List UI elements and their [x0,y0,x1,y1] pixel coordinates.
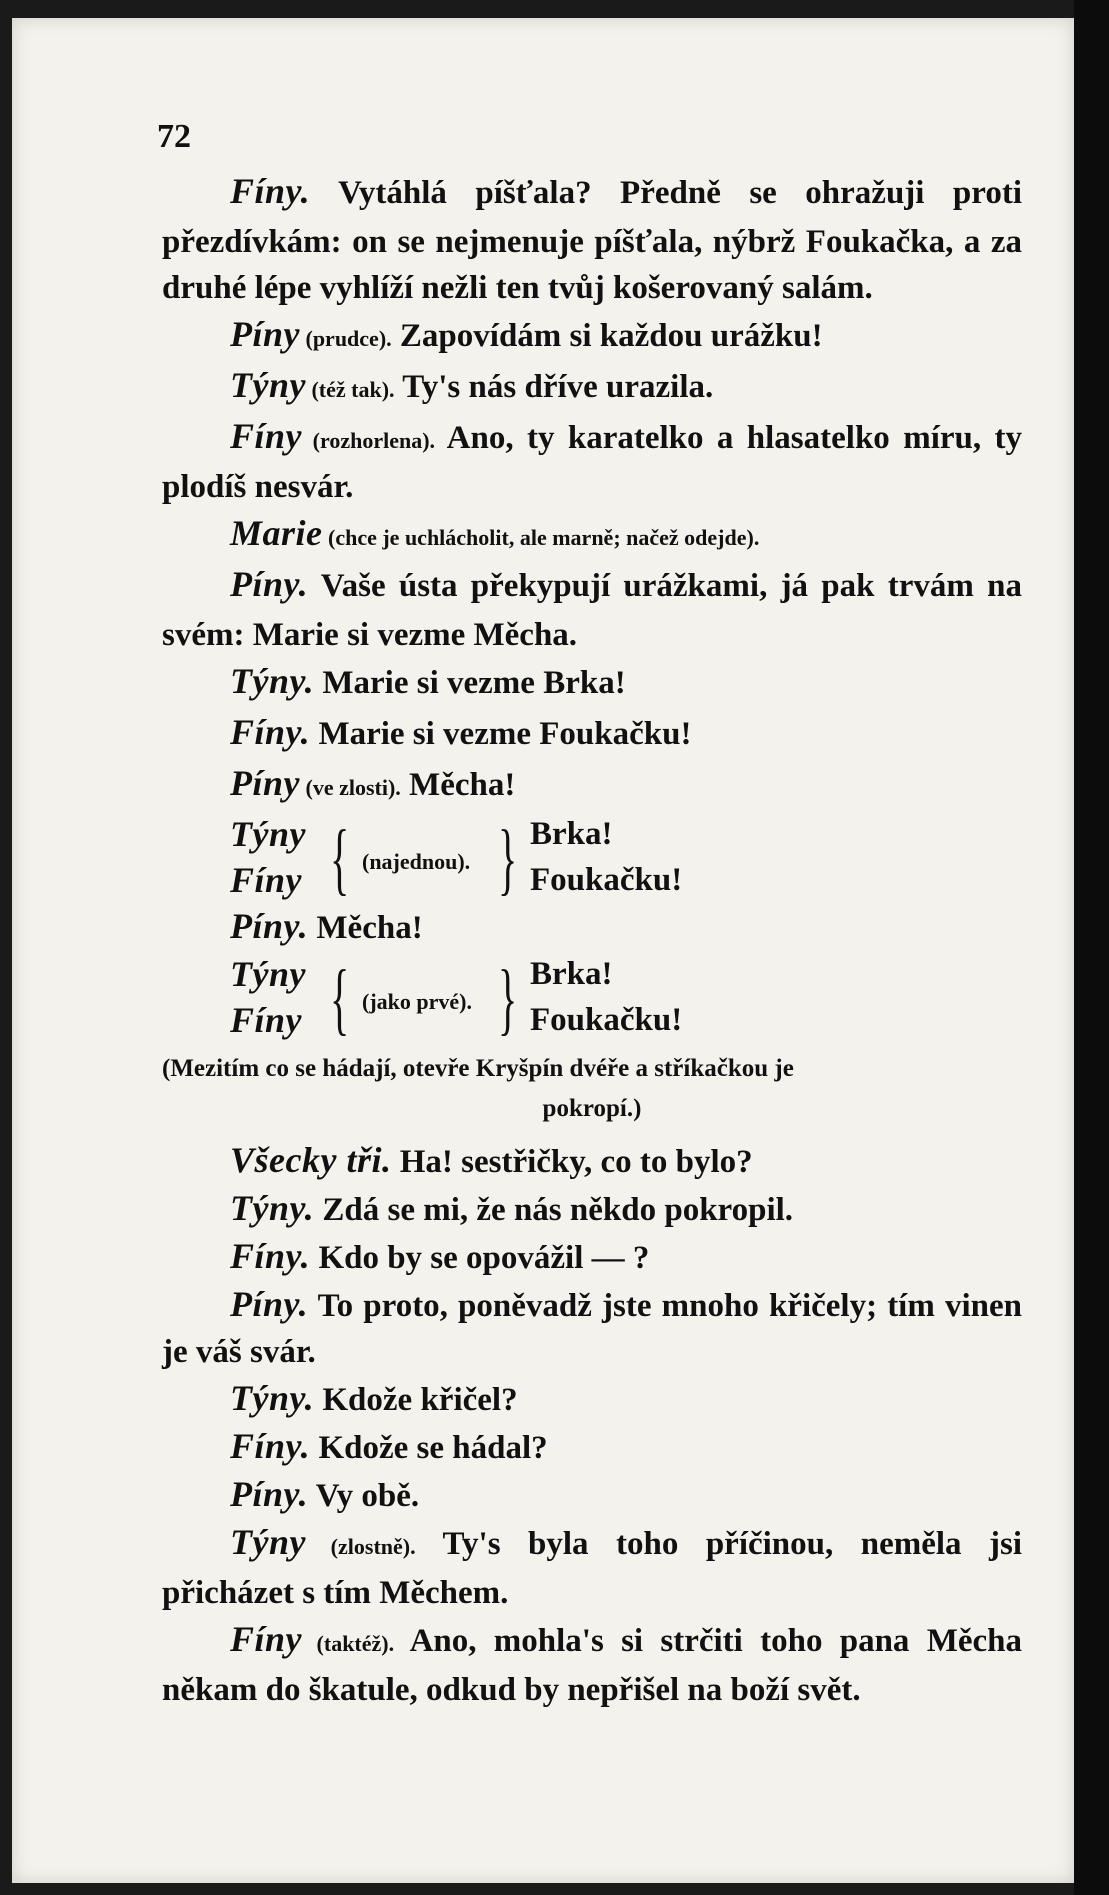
dialogue-text: Marie si vezme Foukačku! [310,716,692,752]
dialogue-line [162,510,1022,561]
speaker-name: Týny. [230,1188,315,1228]
dialogue-line [162,1423,1022,1471]
dialogue-line [162,760,1022,811]
page-number: 72 [157,118,191,155]
stage-direction: (rozhorlena). [302,428,436,453]
dialogue-text: Foukačku! [530,1002,683,1038]
stage-direction: (jako prvé). [362,989,472,1014]
stage-direction: (prudce). [300,326,392,351]
book-page [12,18,1074,1883]
speaker-name: Píny. [230,1474,309,1514]
stage-direction-block: (Mezitím co se hádají, otevře Kryšpín dvéře a stříkačkou je [162,1055,794,1082]
speaker-name: Fíny. [230,171,311,211]
dialogue-text: Foukačku! [530,862,683,898]
speaker-name: Fíny. [230,1426,311,1466]
dialogue-text: Kdože se hádal? [310,1430,548,1466]
dialogue-line [162,1185,1022,1233]
stage-direction: (taktéž). [302,1631,395,1656]
speaker-name: Týny [230,954,306,994]
dialogue-line [162,311,1022,362]
dialogue-text: Kdo by se opovážil — ? [310,1240,650,1276]
speaker-name: Píny. [230,906,309,946]
dialogue-line [162,362,1022,413]
dialogue-text: Ano, mohla's si strčiti toho pana Měcha někam do škatule, odkud by nepřišel na boží svět. [162,1623,1022,1708]
speaker-name: Marie [230,513,323,553]
left-brace: { [330,815,350,903]
stage-direction: (najednou). [362,849,471,874]
speaker-name: Fíny [230,860,303,900]
dialogue-line [162,1471,1022,1519]
speaker-name: Fíny. [230,712,311,752]
dialogue-line [162,1616,1022,1713]
stage-direction: (ve zlosti). [300,775,401,800]
dialogue-text: Brka! [530,956,613,992]
stage-direction: (chce je uchlácholit, ale marně; načež odejde). [322,525,760,550]
dialogue-line [162,658,1022,709]
dialogue-text: Měcha! [308,910,423,946]
dialogue-text: Ty's byla toho příčinou, neměla jsi přicházet s tím Měchem. [162,1526,1022,1611]
speaker-name: Fíny [230,1619,303,1659]
speaker-name: Píny. [230,564,309,604]
left-brace: { [330,955,350,1043]
dialogue-line [162,903,1022,951]
play-text [162,168,1022,1713]
scan-border [1074,0,1109,1895]
dialogue-line [162,1137,1022,1185]
dialogue-line [162,1519,1022,1616]
speaker-name: Týny. [230,1378,315,1418]
speaker-name: Fíny. [230,1236,311,1276]
dialogue-text: Zapovídám si každou urážku! [391,318,823,354]
right-brace: } [498,815,518,903]
speaker-name: Týny [230,365,306,405]
dialogue-text: Měcha! [400,767,516,803]
dialogue-text: Vy obě. [308,1478,420,1514]
speaker-name: Píny [230,314,300,354]
dialogue-text: Ty's nás dříve urazila. [394,369,714,405]
speaker-name: Fíny [230,1000,303,1040]
speaker-name: Týny [230,814,306,854]
stage-direction: (též tak). [305,377,395,402]
stage-direction-block: pokropí.) [542,1095,642,1122]
speaker-name: Týny [230,1522,306,1562]
dialogue-text: Vaše ústa překypují urážkami, já pak trvám na svém: Marie si vezme Měcha. [162,568,1022,653]
dialogue-line [162,168,1022,311]
dialogue-text: Zdá se mi, že nás někdo pokropil. [314,1192,794,1228]
dialogue-text: To proto, poněvadž jste mnoho křičely; tím vinen je váš svár. [162,1288,1022,1370]
dialogue-text: Marie si vezme Brka! [314,665,626,701]
speaker-name: Píny [230,763,300,803]
dialogue-text: Vytáhlá píšťala? Předně se ohražuji proti přezdívkám: on se nejmenuje píšťala, nýbrž Foukačka, a za druhé lépe vyhlíží nežli ten tvůj košerovaný salám. [162,175,1022,306]
speaker-name: Všecky tři. [230,1140,392,1180]
dialogue-line [162,1233,1022,1281]
speaker-name: Píny. [230,1284,309,1324]
dialogue-line [162,1281,1022,1375]
stage-direction: (zlostně). [305,1534,416,1559]
dialogue-text: Ano, ty karatelko a hlasatelko míru, ty plodíš nesvár. [162,420,1022,505]
right-brace: } [498,955,518,1043]
speaker-name: Fíny [230,416,303,456]
dialogue-text: Ha! sestřičky, co to bylo? [391,1144,753,1180]
dialogue-line [162,1375,1022,1423]
dialogue-text: Kdože křičel? [314,1382,518,1418]
dialogue-line [162,413,1022,510]
dialogue-text: Brka! [530,816,613,852]
simultaneous-lines [230,811,1022,903]
speaker-name: Týny. [230,661,315,701]
dialogue-line [162,561,1022,658]
dialogue-line [162,709,1022,760]
simultaneous-lines [230,951,1022,1043]
